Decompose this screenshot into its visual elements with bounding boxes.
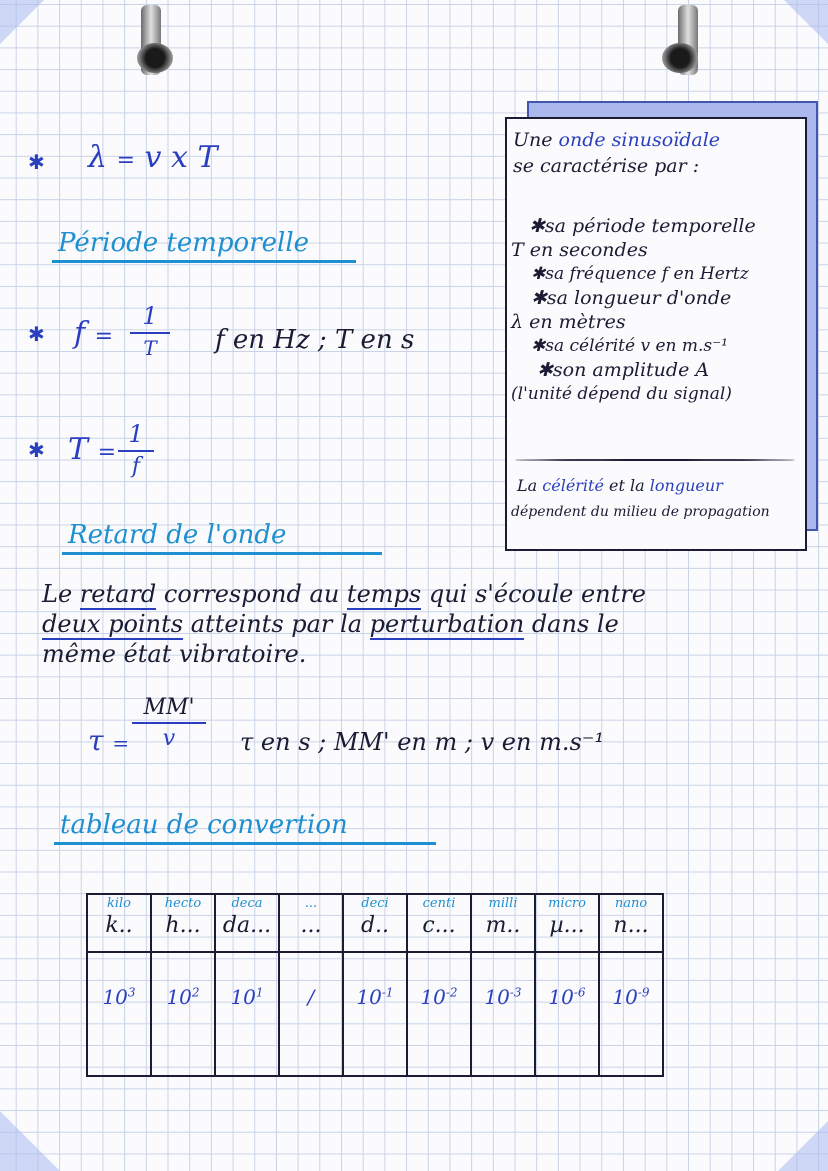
heading-period: Période temporelle xyxy=(52,228,356,263)
formula-eq: = xyxy=(116,148,135,173)
delay-units: τ en s ; MM' en m ; v en m.s⁻¹ xyxy=(240,728,605,756)
prefix-name: micro xyxy=(548,896,586,911)
conversion-table xyxy=(86,893,664,1077)
fraction-numerator: 1 xyxy=(142,302,158,330)
delay-definition-line-2: deux points atteints par la perturbation dans le xyxy=(42,610,619,638)
prefix-cell xyxy=(599,894,663,952)
power-value: $10^{-9}$ xyxy=(612,985,650,1009)
power-value: $10^{-6}$ xyxy=(548,985,586,1009)
power-exponent: -3 xyxy=(509,985,522,1000)
power-exponent: 3 xyxy=(127,985,136,1000)
bullet-star-icon: ✱ xyxy=(28,438,45,462)
prefix-symbol: ... xyxy=(300,913,322,938)
prefix-symbol: c... xyxy=(422,913,456,938)
power-cell xyxy=(471,952,535,1076)
power-row xyxy=(87,952,663,1076)
prefix-cell xyxy=(535,894,599,952)
info-box: Une onde sinusoïdale se caractérise par : ✱sa période temporelle T en secondes ✱sa fréquence f en Hertz ✱sa longueur d'onde λ en mètres ✱sa célérité v en m.s⁻¹ ✱son amplitude A (l'unité dépend du signal) La célérité et la longueur dépendent du milieu de propagation xyxy=(505,117,807,551)
power-exponent: -2 xyxy=(445,985,458,1000)
fraction-numerator: MM' xyxy=(143,695,195,720)
frequency-fraction xyxy=(130,302,170,360)
power-cell xyxy=(87,952,151,1076)
delay-definition-line-3: même état vibratoire. xyxy=(42,640,307,668)
prefix-symbol: h... xyxy=(165,913,201,938)
prefix-name: kilo xyxy=(106,896,132,911)
fraction-denominator: T xyxy=(143,336,157,360)
prefix-symbol: da... xyxy=(222,913,272,938)
prefix-cell xyxy=(343,894,407,952)
binder-hole-right xyxy=(662,43,698,73)
power-exponent: 1 xyxy=(255,985,264,1000)
prefix-symbol: k.. xyxy=(105,913,133,938)
binder-hole-left xyxy=(137,43,173,73)
prefix-symbol: d.. xyxy=(360,913,390,938)
prefix-name: ... xyxy=(304,896,318,911)
power-cell xyxy=(279,952,343,1076)
prefix-name: milli xyxy=(488,896,518,911)
power-cell xyxy=(151,952,215,1076)
prefix-symbol: µ... xyxy=(549,913,585,938)
prefix-name: hecto xyxy=(164,896,202,911)
power-value: $10^{-1}$ xyxy=(356,985,394,1009)
delay-formula-lhs: τ = xyxy=(88,724,130,757)
corner-tint xyxy=(778,1121,828,1171)
power-cell xyxy=(599,952,663,1076)
prefix-name: nano xyxy=(614,896,648,911)
prefix-cell xyxy=(215,894,279,952)
heading-delay: Retard de l'onde xyxy=(62,520,382,555)
bullet-star-icon: ✱ xyxy=(28,322,45,346)
fraction-denominator: f xyxy=(131,454,141,479)
fraction-numerator: 1 xyxy=(128,420,144,448)
prefix-cell xyxy=(471,894,535,952)
heading-conversion: tableau de convertion xyxy=(54,810,436,845)
delay-fraction xyxy=(132,695,206,751)
prefix-cell xyxy=(151,894,215,952)
power-value: $10^3$ xyxy=(102,985,136,1009)
formula-lhs: λ xyxy=(88,140,108,175)
power-cell xyxy=(535,952,599,1076)
wavelength-formula xyxy=(88,140,218,175)
power-value: $10^2$ xyxy=(166,985,200,1009)
power-exponent: -9 xyxy=(637,985,650,1000)
power-cell xyxy=(343,952,407,1076)
power-value: $10^{-3}$ xyxy=(484,985,522,1009)
frequency-units: f en Hz ; T en s xyxy=(215,325,415,355)
power-cell xyxy=(407,952,471,1076)
formula-rhs: v x T xyxy=(144,140,218,175)
power-exponent: 2 xyxy=(191,985,200,1000)
prefix-cell xyxy=(87,894,151,952)
prefix-cell xyxy=(279,894,343,952)
prefix-symbol: m.. xyxy=(485,913,521,938)
frequency-formula-lhs: f = xyxy=(74,316,114,351)
power-value: $10^{-2}$ xyxy=(420,985,458,1009)
prefix-name: centi xyxy=(422,896,456,911)
fraction-denominator: v xyxy=(162,726,176,751)
period-fraction xyxy=(118,420,154,479)
power-value: $10^1$ xyxy=(230,985,264,1009)
delay-definition-line-1: Le retard correspond au temps qui s'écoule entre xyxy=(42,580,646,608)
prefix-row xyxy=(87,894,663,952)
power-exponent: -1 xyxy=(381,985,394,1000)
corner-tint xyxy=(0,1111,60,1171)
bullet-star-icon: ✱ xyxy=(28,150,45,174)
prefix-name: deci xyxy=(361,896,389,911)
prefix-cell xyxy=(407,894,471,952)
period-formula-lhs: T = xyxy=(68,432,116,467)
power-value: / xyxy=(307,985,315,1009)
corner-tint xyxy=(0,0,44,44)
power-exponent: -6 xyxy=(573,985,586,1000)
corner-tint xyxy=(784,0,828,44)
info-box-separator xyxy=(515,459,795,461)
prefix-name: deca xyxy=(231,896,263,911)
power-cell xyxy=(215,952,279,1076)
prefix-symbol: n... xyxy=(613,913,649,938)
